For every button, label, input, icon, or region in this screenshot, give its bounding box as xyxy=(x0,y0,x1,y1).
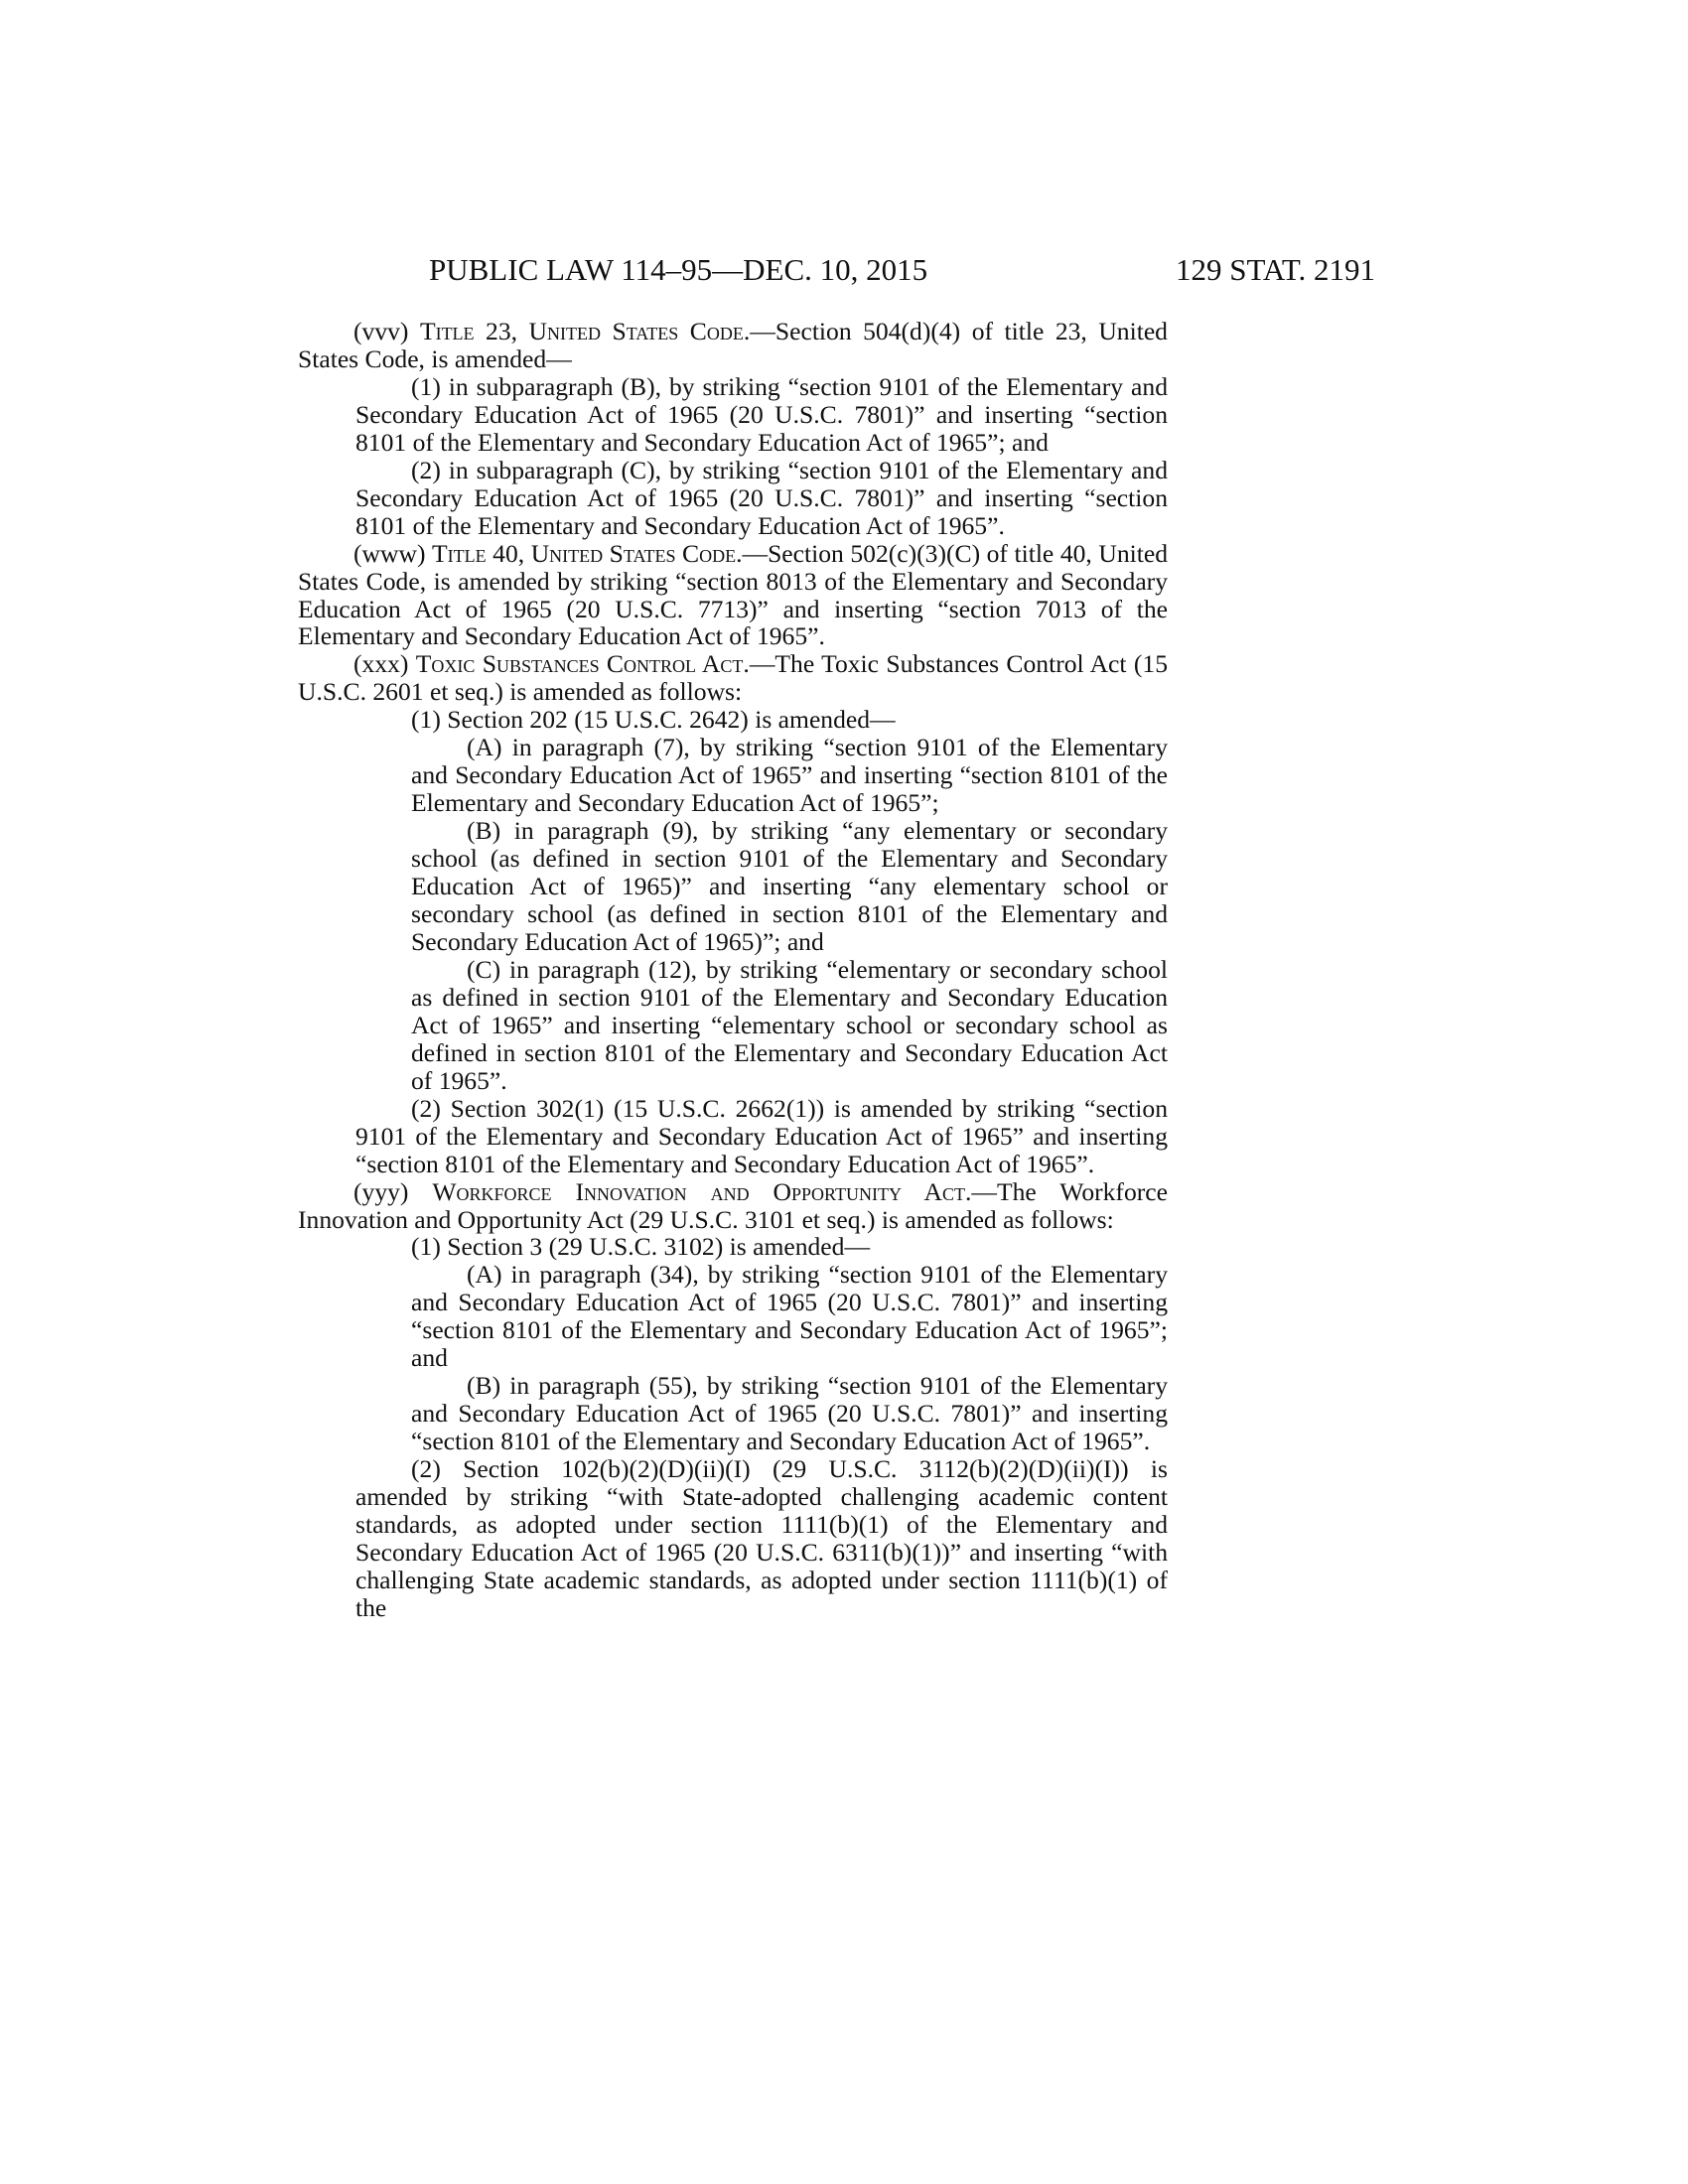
paragraph-lead: (www) xyxy=(353,538,433,568)
paragraph-lead: (xxx) xyxy=(353,649,416,679)
body-text xyxy=(298,318,1168,1622)
paragraph-xxx-1-c: (C) in paragraph (12), by striking “elementary or secondary school as defined in section 9101 of the Elementary and Secondary Education Act of 1965” and inserting “elementary school or secondary school as defined in section 8101 of the Elementary and Secondary Education Act of 1965”. xyxy=(411,954,1168,1095)
paragraph-yyy-2: (2) Section 102(b)(2)(D)(ii)(I) (29 U.S.C. 3112(b)(2)(D)(ii)(I)) is amended by striking “with State-adopted challenging academic content standards, as adopted under section 1111(b)(1) of the Elementary and Secondary Education Act of 1965 (20 U.S.C. 6311(b)(1))” and inserting “with challenging State academic standards, as adopted under section 1111(b)(1) of the xyxy=(355,1454,1168,1622)
paragraph-text: —The Toxic Substances Control Act (15 U.S.C. 2601 et seq.) is amended as follows: xyxy=(298,649,1168,707)
paragraph-lead: (vvv) xyxy=(353,317,420,345)
paragraph-yyy-1-b: (B) in paragraph (55), by striking “section 9101 of the Elementary and Secondary Education Act of 1965 (20 U.S.C. 7801)” and inserting “section 8101 of the Elementary and Secondary Education Act of 1965”. xyxy=(411,1371,1168,1456)
paragraph-yyy-1-a: (A) in paragraph (34), by striking “section 9101 of the Elementary and Secondary Education Act of 1965 (20 U.S.C. 7801)” and inserting “section 8101 of the Elementary and Secondary Education Act of 1965”; and xyxy=(411,1260,1168,1373)
paragraph-yyy-1: (1) Section 3 (29 U.S.C. 3102) is amended— xyxy=(411,1232,871,1262)
running-head xyxy=(298,252,1375,292)
paragraph-www xyxy=(298,540,1168,651)
paragraph-lead: (yyy) xyxy=(353,1176,433,1206)
paragraph-text: —The Workforce Innovation and Opportunity Act (29 U.S.C. 3101 et seq.) is amended as follows: xyxy=(298,1176,1168,1234)
paragraph-yyy xyxy=(298,1178,1168,1234)
paragraph-heading: Title 40, United States Code. xyxy=(432,538,743,568)
paragraph-xxx xyxy=(298,650,1168,706)
paragraph-vvv-2: (2) in subparagraph (C), by striking “section 9101 of the Elementary and Secondary Education Act of 1965 (20 U.S.C. 7801)” and inserting “section 8101 of the Elementary and Secondary Education Act of 1965”. xyxy=(355,455,1168,540)
paragraph-vvv xyxy=(298,318,1168,373)
paragraph-vvv-1: (1) in subparagraph (B), by striking “section 9101 of the Elementary and Secondary Education Act of 1965 (20 U.S.C. 7801)” and inserting “section 8101 of the Elementary and Secondary Education Act of 1965”; and xyxy=(355,371,1168,457)
statute-page-number: 129 STAT. 2191 xyxy=(1175,252,1375,287)
paragraph-text: —Section 502(c)(3)(C) of title 40, United States Code, is amended by striking “section 8013 of the Elementary and Secondary Education Act of 1965 (20 U.S.C. 7713)” and inserting “section 7013 of the Elementary and Secondary Education Act of 1965”. xyxy=(298,538,1168,651)
paragraph-heading: Title 23, United States Code. xyxy=(419,317,751,345)
paragraph-xxx-1-b: (B) in paragraph (9), by striking “any elementary or secondary school (as defined in section 9101 of the Elementary and Secondary Education Act of 1965)” and inserting “any elementary school or secondary school (as defined in section 8101 of the Elementary and Secondary Education Act of 1965)”; and xyxy=(411,816,1168,956)
paragraph-text: —Section 504(d)(4) of title 23, United States Code, is amended— xyxy=(298,317,1168,373)
paragraph-heading: Toxic Substances Control Act. xyxy=(415,649,750,679)
paragraph-xxx-1: (1) Section 202 (15 U.S.C. 2642) is amended— xyxy=(411,705,896,735)
paragraph-heading: Workforce Innovation and Opportunity Act. xyxy=(432,1176,972,1206)
paragraph-xxx-2: (2) Section 302(1) (15 U.S.C. 2662(1)) is amended by striking “section 9101 of the Elementary and Secondary Education Act of 1965” and inserting “section 8101 of the Elementary and Secondary Education Act of 1965”. xyxy=(355,1093,1168,1178)
public-law-citation: PUBLIC LAW 114–95—DEC. 10, 2015 xyxy=(429,252,928,287)
paragraph-xxx-1-a: (A) in paragraph (7), by striking “section 9101 of the Elementary and Secondary Education Act of 1965” and inserting “section 8101 of the Elementary and Secondary Education Act of 1965”; xyxy=(411,733,1168,818)
